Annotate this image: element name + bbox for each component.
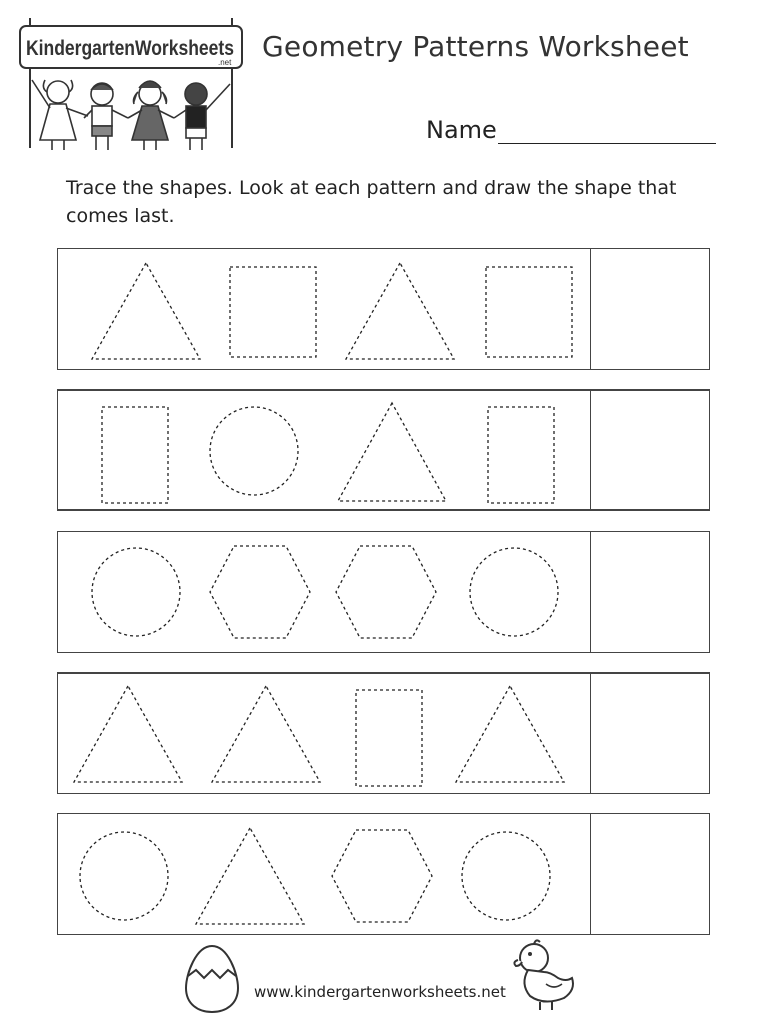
egg-icon <box>182 942 242 1014</box>
dashed-rectangle <box>102 407 168 503</box>
answer-box-2[interactable] <box>590 391 709 509</box>
answer-box-1[interactable] <box>590 249 709 369</box>
pattern-row-5 <box>57 813 710 935</box>
name-field[interactable] <box>426 116 716 144</box>
dashed-triangle <box>92 263 200 359</box>
kindergarten-worksheets-logo <box>16 8 246 158</box>
dashed-triangle <box>346 263 454 359</box>
dashed-square <box>486 267 572 357</box>
dashed-square <box>230 267 316 357</box>
dashed-triangle <box>338 403 446 501</box>
kids-illustration <box>32 80 230 150</box>
dashed-triangle <box>212 686 320 782</box>
dashed-rectangle <box>356 690 422 786</box>
page-title: Geometry Patterns Worksheet <box>262 30 689 63</box>
logo-text: KindergartenWorksheets <box>26 37 234 60</box>
dashed-hexagon <box>336 546 436 638</box>
pattern-row-1 <box>57 248 710 370</box>
dashed-hexagon <box>332 830 432 922</box>
dashed-circle <box>80 832 168 920</box>
answer-box-5[interactable] <box>590 814 709 934</box>
footer-url: www.kindergartenworksheets.net <box>254 983 506 1001</box>
dashed-rectangle <box>488 407 554 503</box>
answer-box-4[interactable] <box>590 674 709 793</box>
pattern-row-2 <box>57 389 710 511</box>
logo-suffix: .net <box>218 58 232 67</box>
dashed-circle <box>92 548 180 636</box>
dashed-circle <box>462 832 550 920</box>
dashed-triangle <box>74 686 182 782</box>
dashed-circle <box>210 407 298 495</box>
name-label: Name <box>426 116 497 144</box>
dashed-triangle <box>456 686 564 782</box>
pattern-row-4 <box>57 672 710 794</box>
pattern-row-3 <box>57 531 710 653</box>
duck-icon <box>510 938 580 1014</box>
answer-box-3[interactable] <box>590 532 709 652</box>
dashed-circle <box>470 548 558 636</box>
dashed-hexagon <box>210 546 310 638</box>
dashed-triangle <box>196 828 304 924</box>
instructions-text: Trace the shapes. Look at each pattern and draw the shape that comes last. <box>66 177 677 227</box>
name-line[interactable] <box>498 119 716 144</box>
